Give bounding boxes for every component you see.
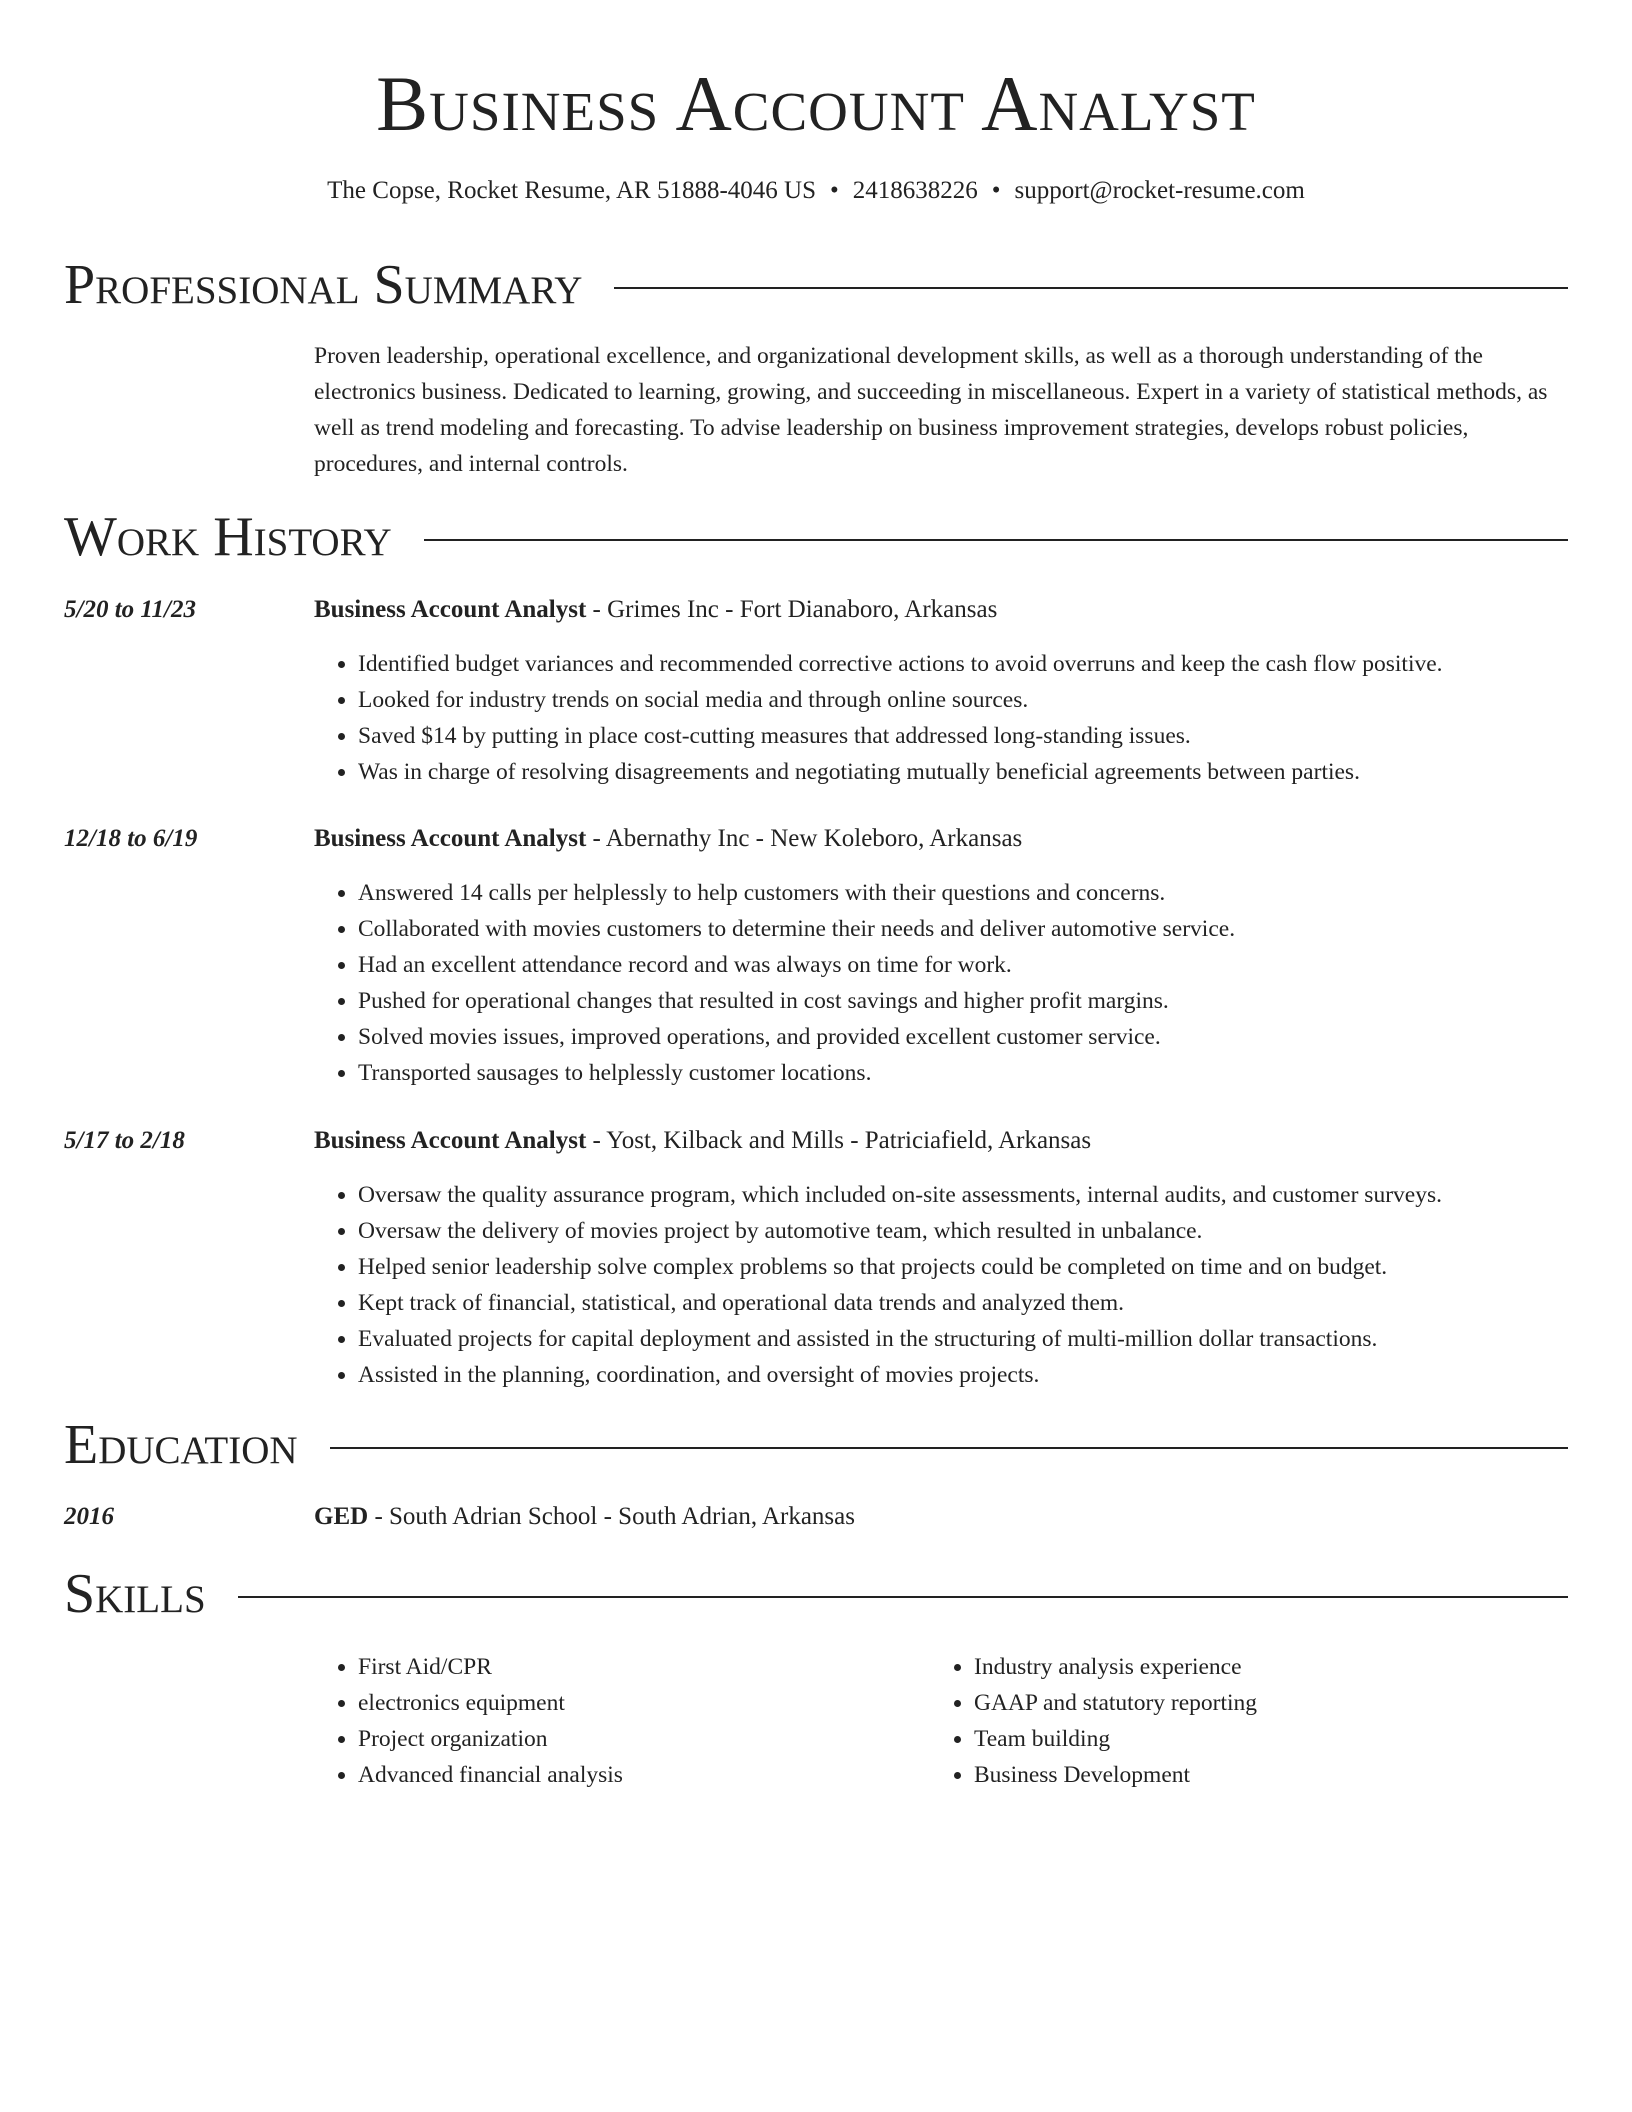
skills-list-left	[314, 1649, 918, 1793]
skills-heading: Skills	[64, 1563, 206, 1625]
job-bullet: • Collaborated with movies customers to determine their needs and deliver automotive service.	[358, 911, 1612, 947]
job-bullet: • Answered 14 calls per helplessly to help customers with their questions and concerns.	[358, 875, 1612, 911]
job-heading	[314, 823, 1022, 855]
skill-item: • electronics equipment	[358, 1685, 918, 1721]
job-bullet: • Pushed for operational changes that resulted in cost savings and higher profit margins.	[358, 983, 1612, 1019]
job-details: - Grimes Inc - Fort Dianaboro, Arkansas	[586, 596, 998, 623]
job-title: Business Account Analyst	[314, 1127, 587, 1154]
job-bullet: • Had an excellent attendance record and was always on time for work.	[358, 947, 1612, 983]
section-divider	[614, 287, 1568, 289]
job-details: - Yost, Kilback and Mills - Patriciafield, Arkansas	[586, 1127, 1092, 1154]
job-bullet-list	[314, 875, 1612, 1091]
resume-name: Business Account Analyst	[376, 60, 1256, 147]
skills-section-header	[64, 1559, 1568, 1629]
job-bullet: • Kept track of financial, statistical, and operational data trends and analyzed them.	[358, 1285, 1612, 1321]
job-bullet: • Transported sausages to helplessly customer locations.	[358, 1055, 1612, 1091]
job-title: Business Account Analyst	[314, 596, 587, 623]
job-dates: 5/20 to 11/23	[64, 596, 196, 623]
job-bullet: • Saved $14 by putting in place cost-cutting measures that addressed long-standing issues.	[358, 718, 1612, 754]
job-bullet: • Identified budget variances and recommended corrective actions to avoid overruns and keep the cash flow positive.	[358, 646, 1612, 682]
skill-item: • First Aid/CPR	[358, 1649, 918, 1685]
job-dates: 5/17 to 2/18	[64, 1127, 185, 1154]
skills-list-right	[930, 1649, 1534, 1793]
job-bullet-list	[314, 1177, 1612, 1393]
skill-item: • Advanced financial analysis	[358, 1757, 918, 1793]
job-bullet: • Oversaw the delivery of movies project by automotive team, which resulted in unbalance.	[358, 1213, 1612, 1249]
job-bullet: • Was in charge of resolving disagreements and negotiating mutually beneficial agreements between parties.	[358, 754, 1612, 790]
job-bullet: • Oversaw the quality assurance program, which included on-site assessments, internal audits, and customer surveys.	[358, 1177, 1612, 1213]
job-bullet: • Solved movies issues, improved operations, and provided excellent customer service.	[358, 1019, 1612, 1055]
education-section-header	[64, 1410, 1568, 1480]
summary-section-header	[64, 250, 1568, 320]
contact-separator: •	[830, 177, 839, 204]
skill-item: • Industry analysis experience	[974, 1649, 1534, 1685]
summary-text: Proven leadership, operational excellence, and organizational development skills, as well as a thorough understanding of the electronics business. Dedicated to learning, growing, and succeeding in miscellaneous. Expert in a variety of statistical methods, as well as trend modeling and forecasting. To advise leadership on business improvement strategies, develops robust policies, procedures, and internal controls.	[314, 343, 1548, 477]
job-bullet: • Looked for industry trends on social media and through online sources.	[358, 682, 1612, 718]
job-title: Business Account Analyst	[314, 825, 587, 852]
skill-item: • Project organization	[358, 1721, 918, 1757]
education-heading: Education	[64, 1414, 298, 1476]
work-heading: Work History	[64, 506, 392, 568]
summary-heading: Professional Summary	[64, 254, 583, 316]
skill-item: • Business Development	[974, 1757, 1534, 1793]
education-year: 2016	[64, 1503, 114, 1530]
contact-address: The Copse, Rocket Resume, AR 51888-4046 US	[327, 177, 817, 204]
job-bullet: • Helped senior leadership solve complex problems so that projects could be completed on time and on budget.	[358, 1249, 1612, 1285]
work-section-header	[64, 502, 1568, 572]
job-bullet: • Assisted in the planning, coordination, and oversight of movies projects.	[358, 1357, 1612, 1393]
skill-item: • GAAP and statutory reporting	[974, 1685, 1534, 1721]
section-divider	[330, 1447, 1568, 1449]
contact-email[interactable]: support@rocket-resume.com	[1014, 177, 1305, 204]
job-heading	[314, 594, 997, 626]
section-divider	[238, 1596, 1568, 1598]
section-divider	[424, 539, 1568, 541]
contact-line	[0, 175, 1632, 207]
education-entry	[314, 1501, 855, 1533]
job-heading	[314, 1125, 1091, 1157]
job-dates: 12/18 to 6/19	[64, 825, 198, 852]
job-bullet: • Evaluated projects for capital deployment and assisted in the structuring of multi-million dollar transactions.	[358, 1321, 1612, 1357]
education-details: - South Adrian School - South Adrian, Arkansas	[368, 1503, 855, 1530]
job-bullet-list	[314, 646, 1612, 790]
education-degree: GED	[314, 1503, 369, 1530]
job-details: - Abernathy Inc - New Koleboro, Arkansas	[586, 825, 1023, 852]
contact-phone: 2418638226	[852, 177, 978, 204]
contact-separator: •	[991, 177, 1001, 204]
skill-item: • Team building	[974, 1721, 1534, 1757]
